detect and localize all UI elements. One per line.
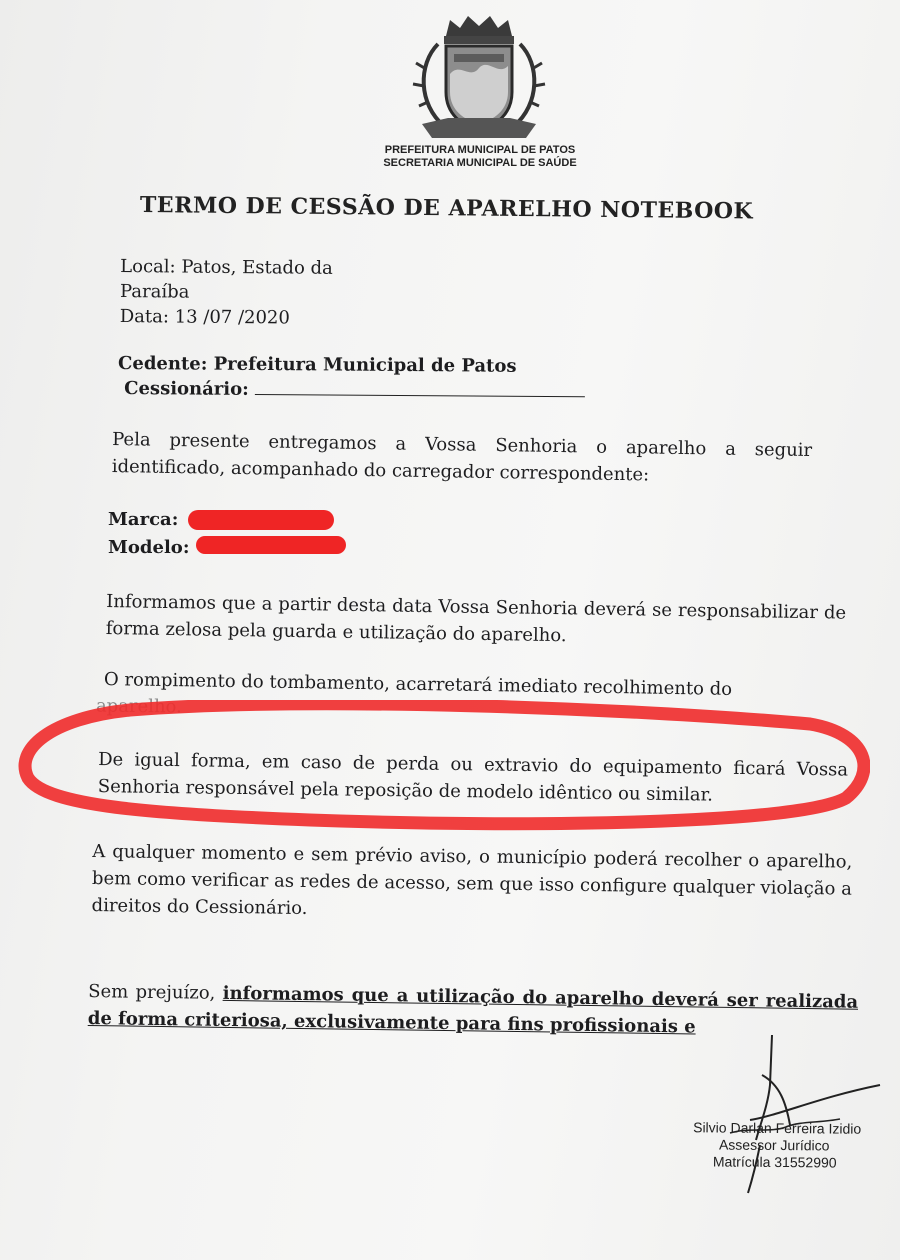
final-underlined-text: informamos que a utilização do aparelho deverá ser realizada de forma criteriosa, exclusivamente para fins profissionais e bbox=[87, 982, 859, 1038]
signer-role: Assessor Jurídico bbox=[718, 1136, 830, 1154]
marca-label: Marca: bbox=[108, 509, 179, 530]
location-date-block bbox=[120, 254, 333, 331]
cessionario-label: Cessionário: bbox=[124, 378, 249, 400]
date-line: Data: 13 /07 /2020 bbox=[119, 305, 290, 329]
rupture-paragraph-tail: aparelho. bbox=[95, 695, 182, 718]
cedente-line: Cedente: Prefeitura Municipal de Patos bbox=[118, 353, 517, 377]
local-line: Local: Patos, Estado da bbox=[120, 256, 333, 279]
signer-registration: Matrícula 31552990 bbox=[712, 1153, 837, 1171]
recall-clause-paragraph: A qualquer momento e sem prévio aviso, o município poderá recolher o aparelho, bem como verificar as redes de acesso, sem que isso configure qualquer violação a direitos do Cessionário. bbox=[91, 841, 853, 920]
org-line-prefeitura: PREFEITURA MUNICIPAL DE PATOS bbox=[384, 144, 576, 156]
loss-clause-paragraph: De igual forma, em caso de perda ou extravio do equipamento ficará Vossa Senhoria responsável pela reposição de modelo idêntico ou similar. bbox=[97, 749, 849, 806]
local-state-line: Paraíba bbox=[119, 281, 190, 303]
modelo-label: Modelo: bbox=[108, 537, 190, 558]
modelo-redaction bbox=[196, 536, 346, 554]
organization-header bbox=[330, 144, 630, 170]
org-line-secretaria: SECRETARIA MUNICIPAL DE SAÚDE bbox=[383, 157, 577, 169]
cessionario-blank bbox=[255, 380, 585, 397]
marca-redaction bbox=[188, 510, 334, 530]
signature-block bbox=[693, 1119, 862, 1171]
device-block bbox=[108, 506, 189, 562]
signer-name: Silvio Darlan Ferreira Izidio bbox=[693, 1119, 862, 1137]
municipal-crest-icon bbox=[398, 14, 560, 142]
parties-block bbox=[118, 351, 585, 404]
cessionario-line bbox=[118, 376, 585, 404]
responsibility-paragraph: Informamos que a partir desta data Vossa Senhoria deverá se responsabilizar de forma zelosa pela guarda e utilização do aparelho. bbox=[105, 591, 847, 647]
rupture-paragraph: O rompimento do tombamento, acarretará imediato recolhimento do bbox=[103, 669, 733, 700]
final-prefix: Sem prejuízo, bbox=[88, 981, 223, 1004]
document-title: TERMO DE CESSÃO DE APARELHO NOTEBOOK bbox=[139, 192, 754, 225]
intro-paragraph: Pela presente entregamos a Vossa Senhoria o aparelho a seguir identificado, acompanhado do carregador correspondente: bbox=[111, 429, 813, 486]
